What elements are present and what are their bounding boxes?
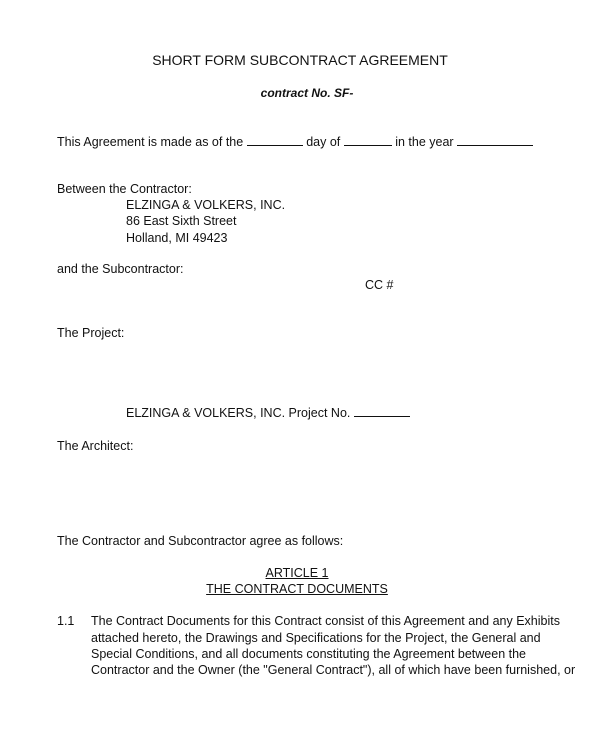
architect-label: The Architect:	[57, 439, 134, 453]
section-line: Contractor and the Owner (the "General Contract"), all of which have been furnished, or	[91, 663, 576, 677]
project-number-line: ELZINGA & VOLKERS, INC. Project No.	[126, 405, 410, 420]
article-number: ARTICLE 1	[265, 566, 329, 580]
document-title: SHORT FORM SUBCONTRACT AGREEMENT	[152, 52, 448, 68]
contractor-label: Between the Contractor:	[57, 182, 192, 196]
section-line: attached hereto, the Drawings and Specifications for the Project, the General and	[91, 631, 541, 645]
year-blank	[457, 134, 533, 146]
contractor-name: ELZINGA & VOLKERS, INC.	[126, 198, 286, 212]
section-line: The Contract Documents for this Contract consist of this Agreement and any Exhibits	[91, 614, 560, 628]
subcontractor-label: and the Subcontractor:	[57, 262, 184, 276]
date-blank	[247, 134, 303, 146]
article-heading: THE CONTRACT DOCUMENTS	[206, 582, 388, 596]
contractor-street: 86 East Sixth Street	[126, 214, 237, 228]
project-number-blank	[354, 405, 410, 417]
contractor-city: Holland, MI 49423	[126, 231, 228, 245]
cc-number: CC #	[365, 278, 394, 292]
project-label: The Project:	[57, 326, 125, 340]
section-number: 1.1	[57, 614, 75, 628]
contract-number: contract No. SF-	[260, 86, 354, 100]
day-blank	[344, 134, 392, 146]
agree-statement: The Contractor and Subcontractor agree as follows:	[57, 534, 344, 548]
section-line: Special Conditions, and all documents constituting the Agreement between the	[91, 647, 526, 661]
agreement-date-line: This Agreement is made as of the day of in the year	[57, 134, 533, 149]
